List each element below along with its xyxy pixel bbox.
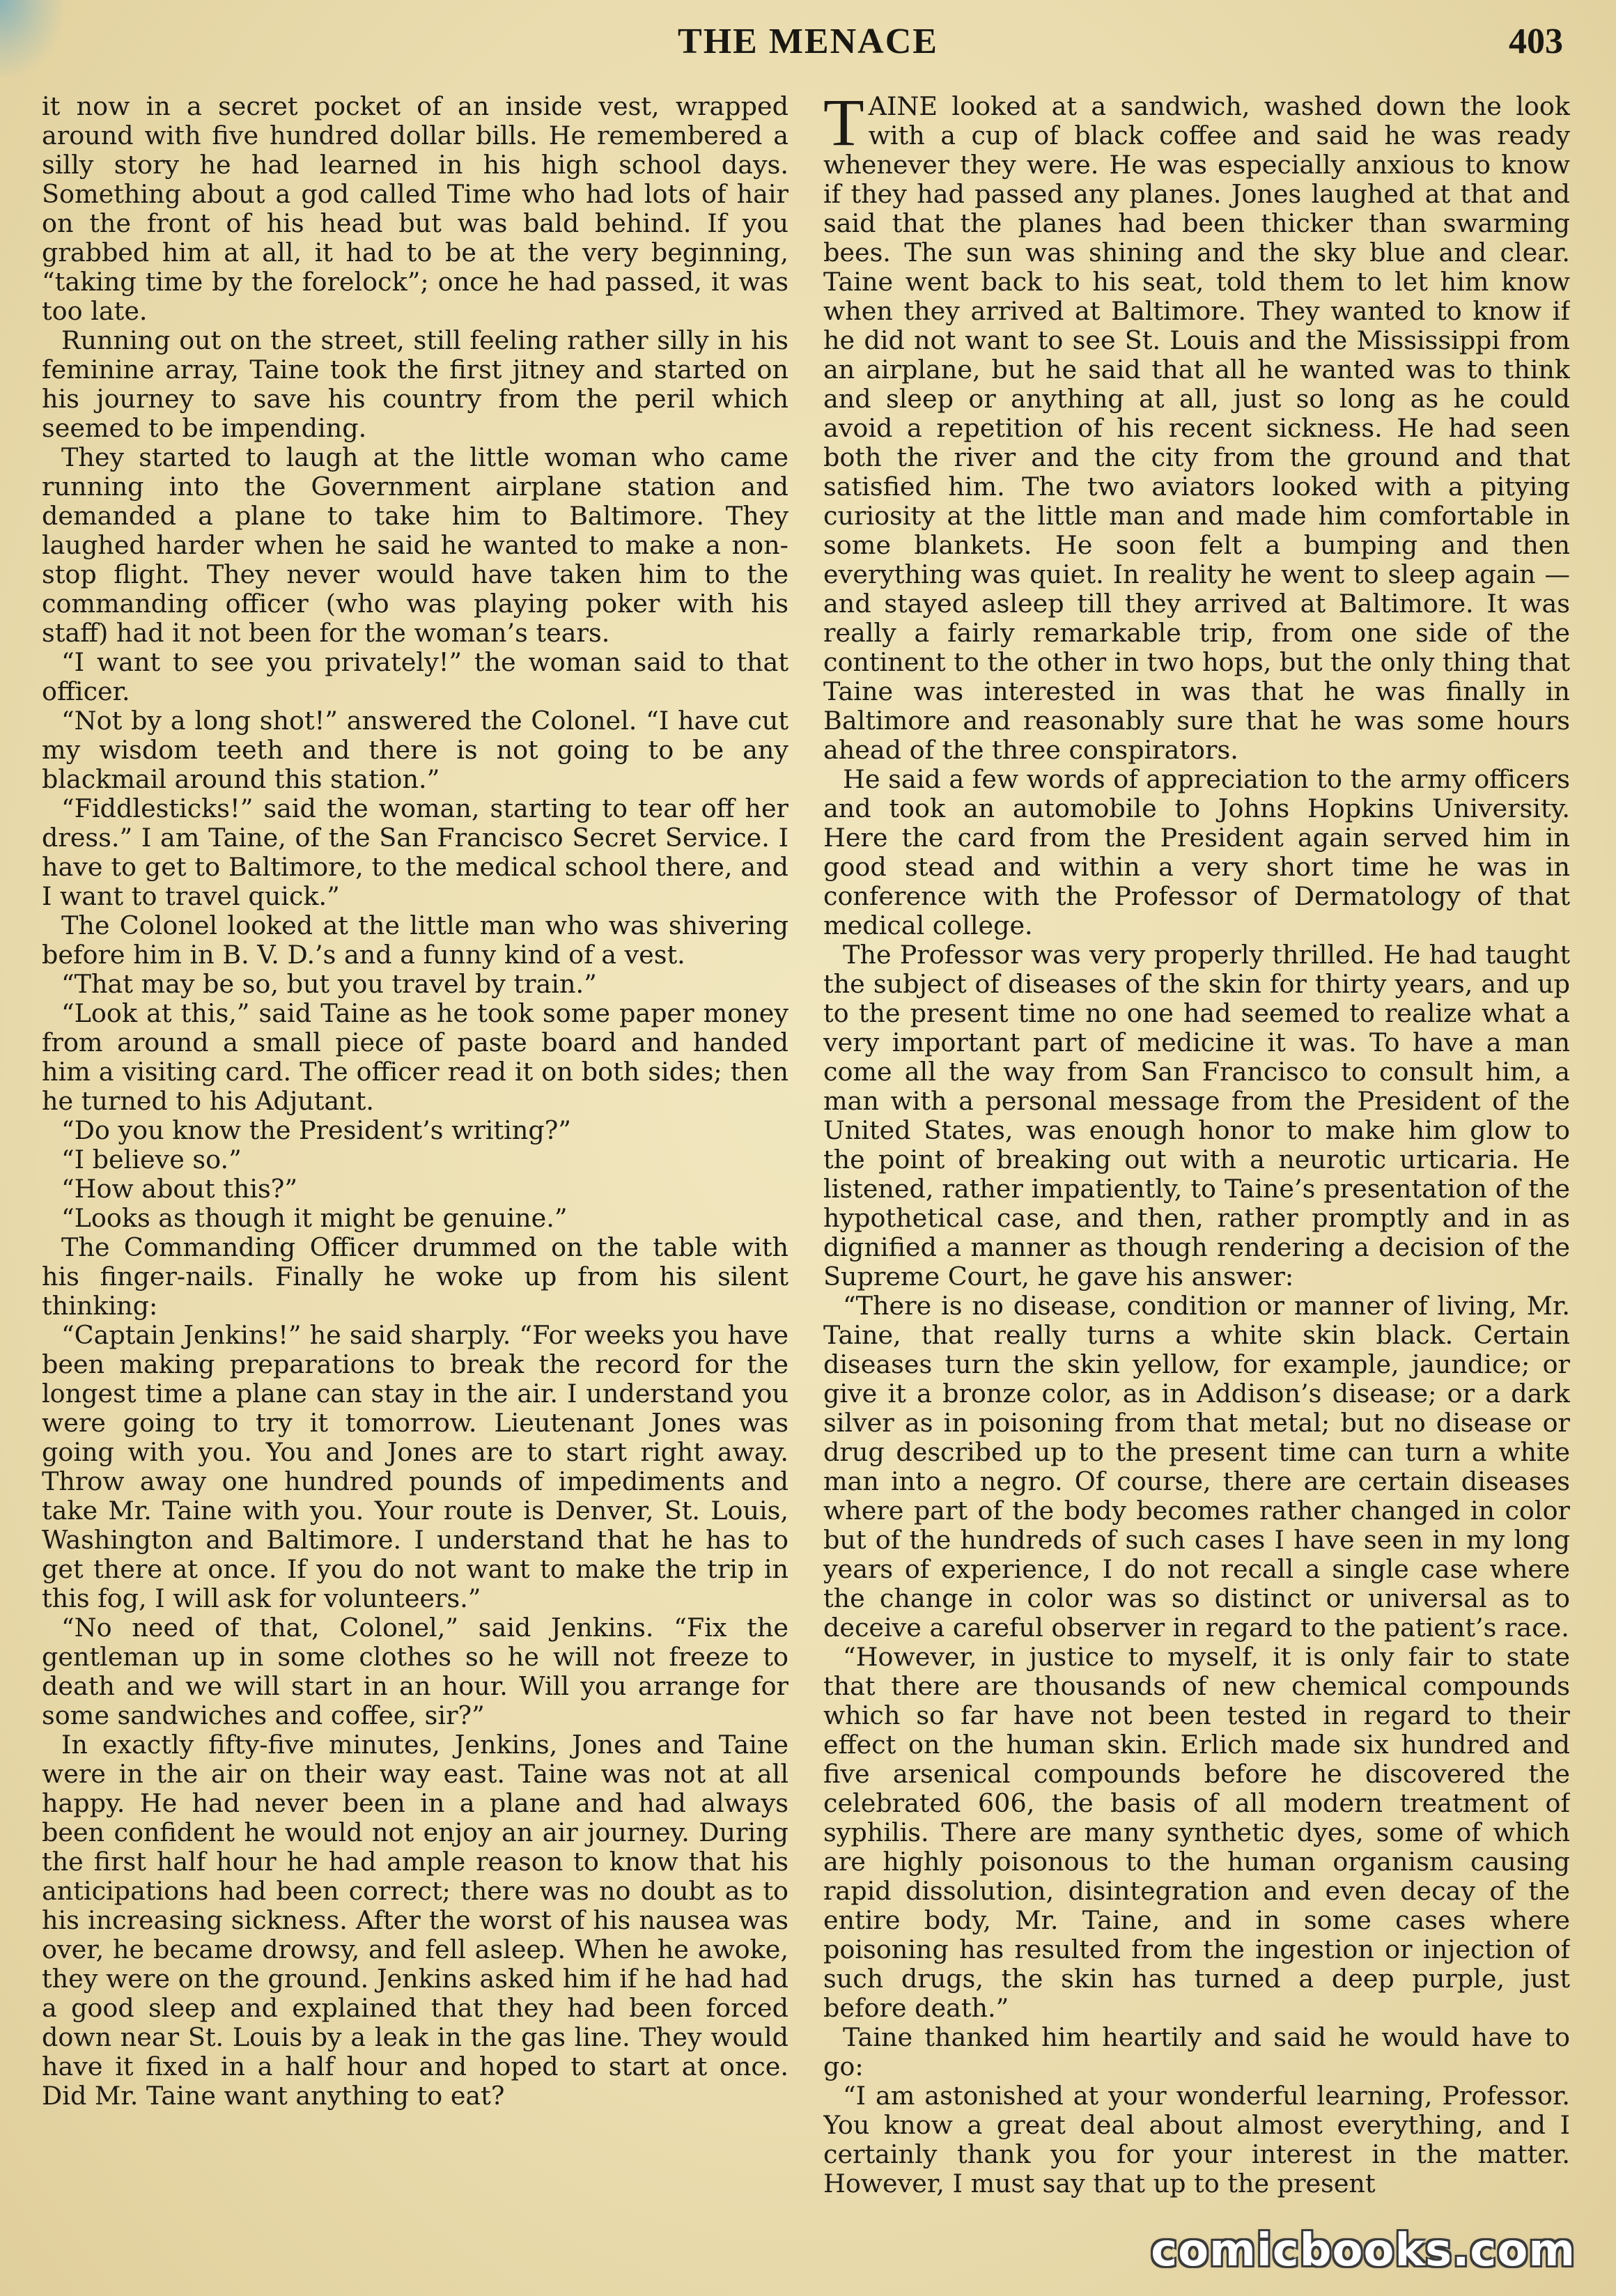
paragraph: “Fiddlesticks!” said the woman, starting to tear off her dress.” I am Taine, of the San Francisco Secret Service. I have to get to Baltimore, to the medical school there, and I want to travel quick.” (42, 793, 788, 911)
paragraph: “I believe so.” (61, 1145, 242, 1174)
paragraph: “Not by a long shot!” answered the Colonel. “I have cut my wisdom teeth and there is not going to be any blackmail around this station.” (42, 706, 788, 794)
paragraph: In exactly fifty-five minutes, Jenkins, Jones and Taine were in the air on their way east. Taine was not at all happy. He had never been in a plane and had always been confident he would not enjoy an air journey. During the first half hour he had ample reason to know that his anticipations had been correct; there was no doubt as to his increasing sickness. After the worst of his nausea was over, he became drowsy, and fell asleep. When he awoke, they were on the ground. Jenkins asked him if he had had a good sleep and explained that they had been forced down near St. Louis by a leak in the gas line. They would have it fixed in a half hour and hoped to start at once. Did Mr. Taine want anything to eat? (42, 1730, 788, 2111)
paragraph-text: AINE looked at a sandwich, washed down the look with a cup of black coffee and said he was ready whenever they were. He was especially anxious to know if they had passed any planes. Jones laughed at that and said that the planes had been thicker than swarming bees. The sun was shining and the sky blue and clear. Taine went back to his seat, told them to let him know when they arrived at Baltimore. They wanted to know if he did not want to see St. Louis and the Mississippi from an airplane, but he said that all he wanted was to think and sleep or anything at all, just so long as he could avoid a repetition of his recent sickness. He had seen both the river and the city from the ground and that satisfied him. The two aviators looked with a pitying curiosity at the little man and made him comfortable in some blankets. He soon felt a bumping and then everything was quiet. In reality he went to sleep again —and stayed asleep till they arrived at Baltimore. It was really a fairly remarkable trip, from one side of the continent to the other in two hops, but the only thing that Taine was interested in was that he was finally in Baltimore and reasonably sure that he was some hours ahead of the three conspirators. (823, 92, 1570, 765)
watermark: comicbooks.com (1151, 2225, 1576, 2276)
paragraph: “However, in justice to myself, it is only fair to state that there are thousands of new chemical compounds which so far have not been tested in regard to their effect on the human skin. Erlich made six hundred and five arsenical compounds before he discovered the celebrated 606, the basis of all modern treatment of syphilis. There are many synthetic dyes, some of which are highly poisonous to the human organism causing rapid dissolution, disintegration and even decay of the entire body, Mr. Taine, and in some cases where poisoning has resulted from the ingestion or injection of such drugs, the skin has turned a deep purple, just before death.” (823, 1642, 1570, 2023)
drop-cap: T (823, 92, 864, 160)
paragraph: “Captain Jenkins!” he said sharply. “For weeks you have been making preparations to break the record for the longest time a plane can stay in the air. I understand you were going to try it tomorrow. Lieutenant Jones was going with you. You and Jones are to start right away. Throw away one hundred pounds of impediments and take Mr. Taine with you. Your route is Denver, St. Louis, Washington and Baltimore. I understand that he has to get there at once. If you do not want to make the trip in this fog, I will ask for volunteers.” (42, 1320, 788, 1613)
paragraph: “How about this?” (61, 1174, 297, 1204)
paragraph: “I want to see you privately!” the woman said to that officer. (42, 647, 788, 706)
paragraph: They started to laugh at the little woman who came running into the Government airplane station and demanded a plane to take him to Baltimore. They laughed harder when he said he wanted to make a non-stop flight. They never would have taken him to the commanding officer (who was playing poker with his staff) had it not been for the woman’s tears. (42, 442, 788, 648)
paragraph: The Colonel looked at the little man who was shivering before him in B. V. D.’s and a funny kind of a vest. (42, 910, 788, 970)
paragraph: “I am astonished at your wonderful learning, Professor. You know a great deal about almost everything, and I certainly thank you for your interest in the matter. However, I must say that up to the present (823, 2081, 1570, 2198)
paragraph: The Professor was very properly thrilled. He had taught the subject of diseases of the skin for thirty years, and up to the present time no one had seemed to realize what a very important part of medicine it was. To have a man come all the way from San Francisco to consult him, a man with a personal message from the President of the United States, was enough honor to make him glow to the point of breaking out with a neurotic urticaria. He listened, rather impatiently, to Taine’s presentation of the hypothetical case, and then, rather promptly and in as dignified a manner as though rendering a decision of the Supreme Court, he gave his answer: (823, 940, 1570, 1292)
paragraph: “That may be so, but you travel by train.” (61, 969, 597, 999)
paragraph: The Commanding Officer drummed on the table with his finger-nails. Finally he woke up from his silent thinking: (42, 1232, 788, 1321)
paragraph: it now in a secret pocket of an inside vest, wrapped around with five hundred dollar bills. He remembered a silly story he had learned in his high school days. Something about a god called Time who had lots of hair on the front of his head but was bald behind. If you grabbed him at all, it had to be at the very beginning, “taking time by the forelock”; once he had passed, it was too late. (42, 92, 788, 326)
paragraph: “Look at this,” said Taine as he took some paper money from around a small piece of paste board and handed him a visiting card. The officer read it on both sides; then he turned to his Adjutant. (42, 998, 788, 1116)
paragraph: “Do you know the President’s writing?” (61, 1115, 571, 1145)
right-column (823, 92, 1570, 2265)
running-title: THE MENACE (678, 22, 938, 61)
paragraph: Running out on the street, still feeling rather silly in his feminine array, Taine took the first jitney and started on his journey to save his country from the peril which seemed to be impending. (42, 325, 788, 443)
paragraph: “There is no disease, condition or manner of living, Mr. Taine, that really turns a white skin black. Certain diseases turn the skin yellow, for example, jaundice; or give it a bronze color, as in Addison’s disease; or a dark silver as in poisoning from that metal; but no disease or drug described up to the present time can turn a white man into a negro. Of course, there are certain diseases where part of the body becomes rather changed in color but of the hundreds of such cases I have seen in my long years of experience, I do not recall a single case where the change in color was so distinct or universal as to deceive a careful observer in regard to the patient’s race. (823, 1291, 1570, 1643)
page-number: 403 (1509, 22, 1563, 61)
running-header (0, 17, 1616, 70)
paragraph: He said a few words of appreciation to the army officers and took an automobile to Johns Hopkins University. Here the card from the President again served him in good stead and within a very short time he was in conference with the Professor of Dermatology of that medical college. (823, 764, 1570, 940)
paragraph: Taine thanked him heartily and said he would have to go: (823, 2022, 1570, 2081)
paragraph: “Looks as though it might be genuine.” (61, 1203, 568, 1233)
paragraph: “No need of that, Colonel,” said Jenkins. “Fix the gentleman up in some clothes so he will not freeze to death and we will start in an hour. Will you arrange for some sandwiches and coffee, sir?” (42, 1613, 788, 1730)
paragraph (823, 92, 1570, 765)
left-column (42, 92, 788, 2265)
